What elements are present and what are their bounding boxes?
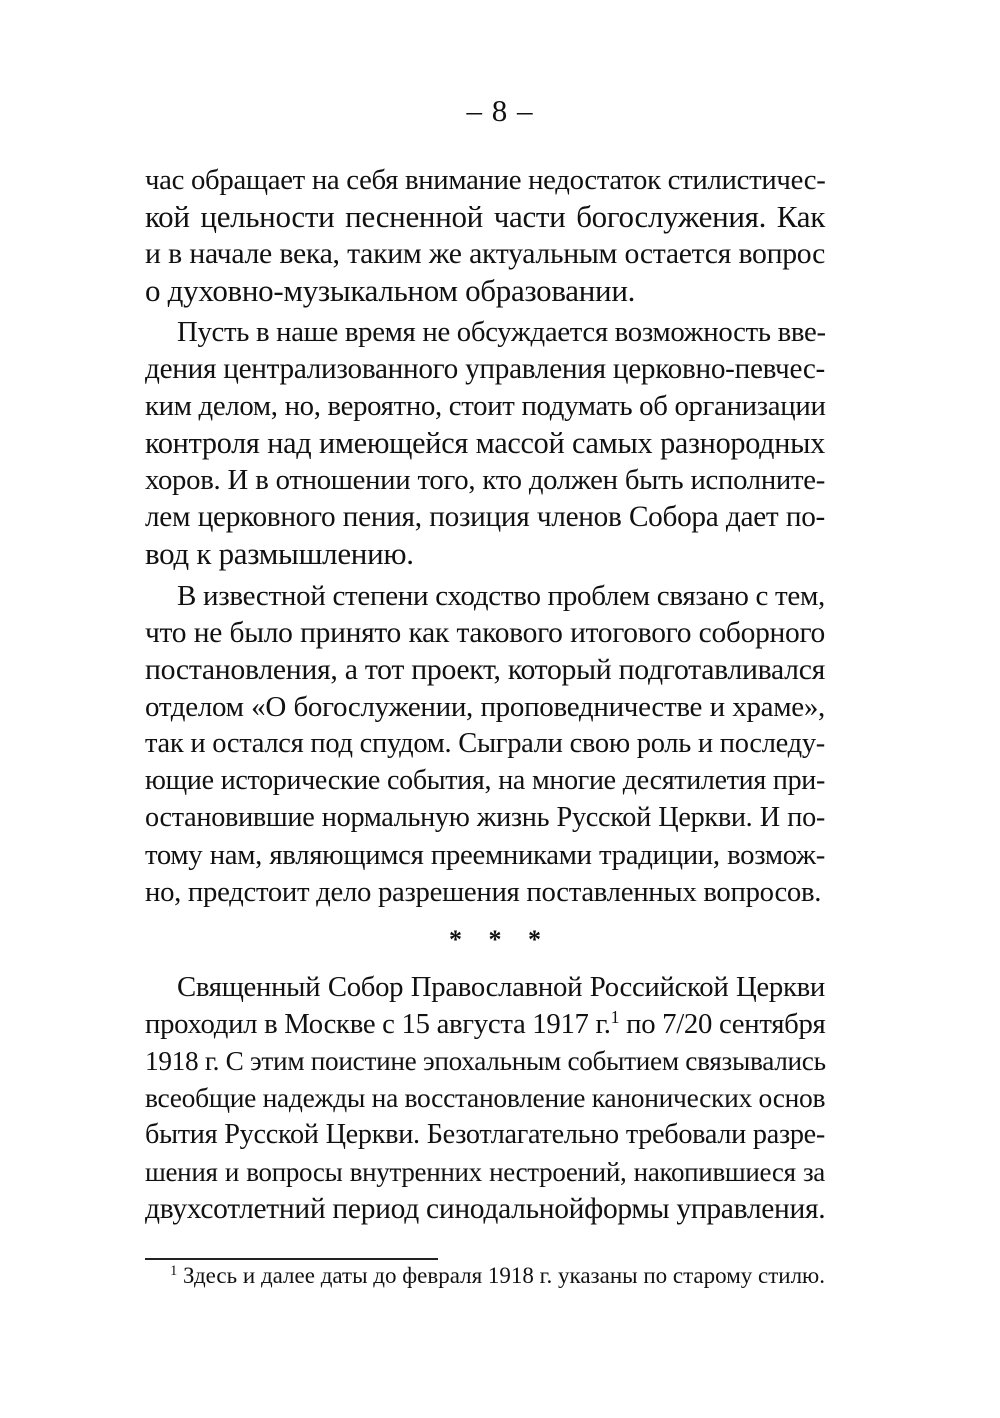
paragraph-line: постановления, а тот проект, который подготавливался — [145, 653, 825, 686]
paragraph-line: Пусть в наше время не обсуждается возможность вве- — [177, 316, 826, 348]
paragraph-line: двухсотлетний период синодальнойформы управления. — [145, 1193, 826, 1225]
paragraph-line: ющие исторические события, на многие десятилетия при- — [145, 765, 825, 796]
paragraph-line: и в начале века, таким же актуальным остается вопрос — [145, 237, 825, 270]
paragraph-line: Священный Собор Православной Российской Церкви — [177, 971, 825, 1003]
paragraph-line: ким делом, но, вероятно, стоит подумать об организации — [145, 390, 826, 422]
footnote-marker: 1 — [170, 1263, 178, 1280]
line-text: по 7/20 сентября — [619, 1008, 826, 1040]
paragraph-line: контроля над имеющейся массой самых разнородных — [145, 426, 825, 460]
paragraph-line: шения и вопросы внутренних нестроений, накопившиеся за — [145, 1157, 825, 1187]
paragraph-line: кой цельности песненной части богослужения. Как — [145, 199, 825, 234]
page-number: – 8 – — [466, 93, 534, 128]
line-text: проходил в Москве с 15 августа 1917 г. — [145, 1008, 611, 1040]
paragraph-line: 1918 г. С этим поистине эпохальным событием связывались — [145, 1046, 826, 1076]
footnote-text: Здесь и далее даты до февраля 1918 г. указаны по старому стилю. — [177, 1263, 825, 1288]
footnote-reference[interactable]: 1 — [610, 1007, 620, 1028]
paragraph-line: вод к размышлению. — [145, 536, 414, 571]
paragraph-line: отделом «О богослужении, проповедничестве и храме», — [145, 691, 825, 723]
paragraph-line: всеобщие надежды на восстановление канонических основ — [145, 1082, 826, 1113]
paragraph-line-with-footnote — [145, 1006, 825, 1042]
paragraph-line: хоров. И в отношении того, кто должен быть исполните- — [145, 464, 825, 496]
paragraph-line: тому нам, являющимся преемниками традиции, возмож- — [145, 839, 825, 871]
footnote-divider — [145, 1258, 438, 1260]
paragraph-line: бытия Русской Церкви. Безотлагательно требовали разре- — [145, 1119, 825, 1150]
paragraph-line: но, предстоит дело разрешения поставленных вопросов. — [145, 876, 822, 908]
paragraph-line: о духовно-музыкальном образовании. — [145, 273, 636, 308]
footnote — [145, 1262, 825, 1290]
paragraph-line: час обращает на себя внимание недостаток стилистичес- — [145, 164, 826, 196]
paragraph-line: так и остался под спудом. Сыграли свою роль и последу- — [145, 728, 825, 759]
paragraph-line: дения централизованного управления церковно-певчес- — [145, 353, 825, 385]
paragraph-line: остановившие нормальную жизнь Русской Церкви. И по- — [145, 802, 825, 833]
paragraph-line: В известной степени сходство проблем связано с тем, — [177, 580, 825, 612]
paragraph-line: лем церковного пения, позиция членов Собора дает по- — [145, 501, 825, 533]
paragraph-line: что не было принято как такового итогового соборного — [145, 617, 825, 649]
section-separator: * * * — [449, 925, 551, 954]
